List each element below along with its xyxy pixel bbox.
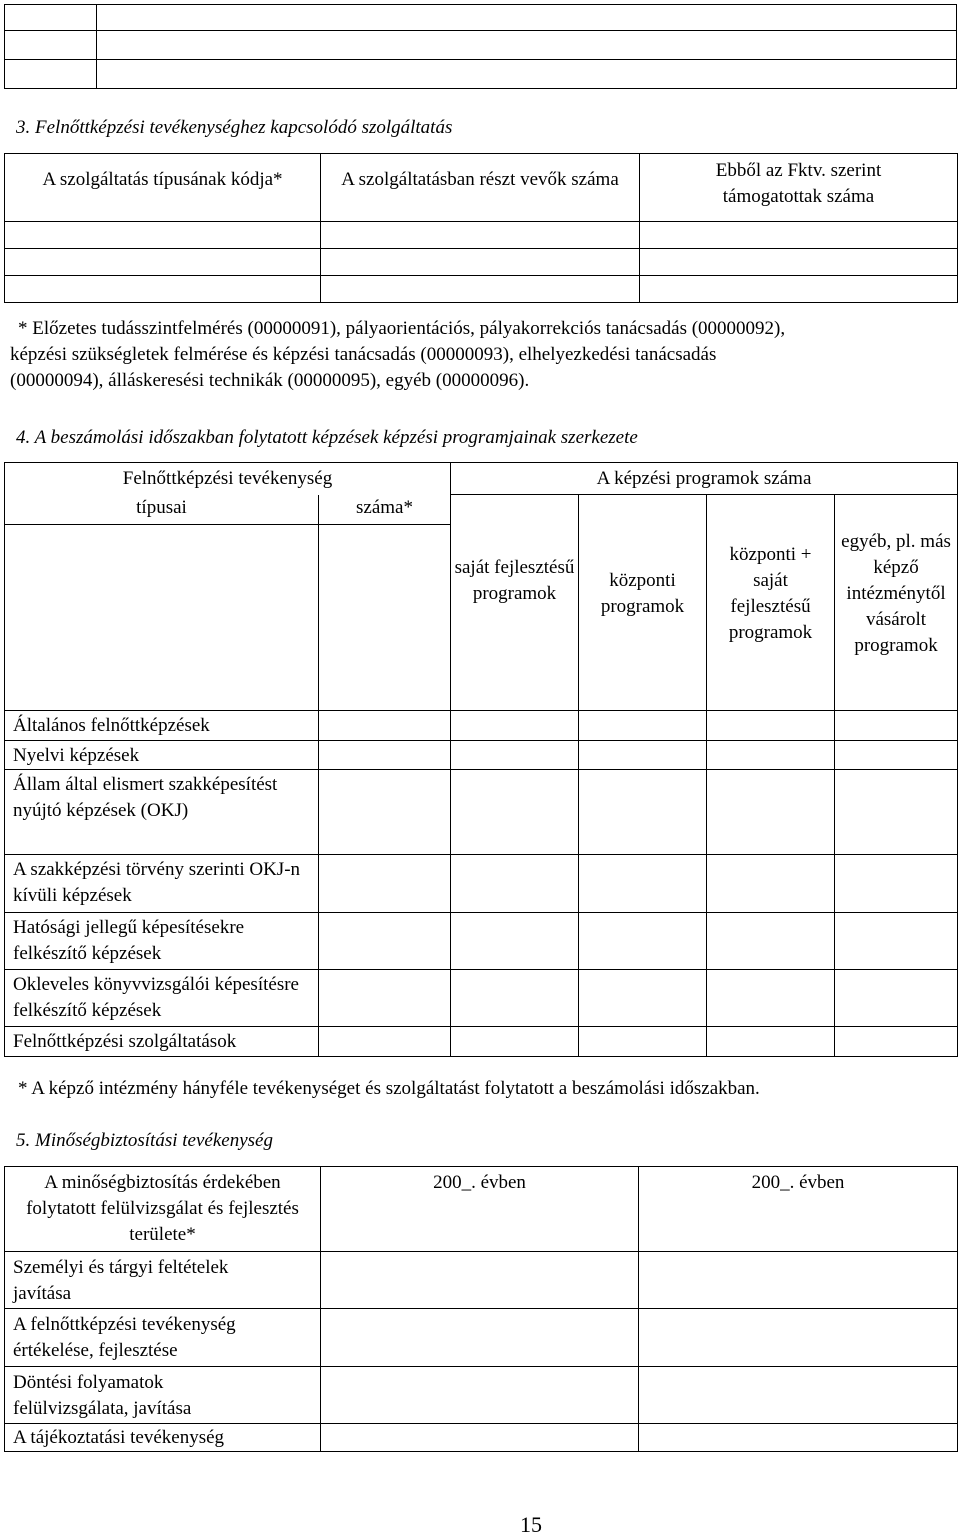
row-label: Felnőttképzési szolgáltatások	[5, 1027, 319, 1057]
table-cell	[707, 913, 835, 970]
header-count: száma*	[319, 495, 451, 525]
table-cell	[639, 1367, 958, 1424]
table-cell	[640, 249, 958, 276]
header-activity: Felnőttképzési tevékenység	[5, 463, 451, 495]
table-cell	[5, 5, 97, 31]
section-5-title: 5. Minőségbiztosítási tevékenység	[16, 1130, 273, 1151]
table-cell	[707, 770, 835, 855]
page-number: 15	[520, 1512, 542, 1537]
table-cell	[319, 855, 451, 913]
section-3-footnote	[10, 316, 955, 394]
table-cell	[835, 913, 958, 970]
table-cell	[707, 741, 835, 770]
table-cell	[579, 711, 707, 741]
header-area: A minőségbiztosítás érdekében folytatott felülvizsgálat és fejlesztés területe*	[5, 1167, 321, 1252]
table-cell	[319, 525, 451, 711]
table-cell	[835, 770, 958, 855]
col-other-programs: egyéb, pl. más képző intézménytől vásárolt programok	[835, 495, 958, 711]
table-cell	[579, 770, 707, 855]
row-label: Nyelvi képzések	[5, 741, 319, 770]
quality-table	[4, 1166, 958, 1452]
header-year-2: 200_. évben	[639, 1167, 958, 1252]
col-central-own-programs: központi + saját fejlesztésű programok	[707, 495, 835, 711]
table-cell	[835, 855, 958, 913]
table-cell	[319, 770, 451, 855]
table-cell	[319, 711, 451, 741]
col-central-programs: központi programok	[579, 495, 707, 711]
row-label: A felnőttképzési tevékenység értékelése, fejlesztése	[5, 1309, 321, 1367]
table-cell	[579, 1027, 707, 1057]
col-own-programs: saját fejlesztésű programok	[451, 495, 579, 711]
table-cell	[321, 1424, 639, 1452]
table-cell	[639, 1424, 958, 1452]
table-cell	[835, 1027, 958, 1057]
header-supported: Ebből az Fktv. szerint támogatottak száma	[640, 154, 958, 222]
header-service-code: A szolgáltatás típusának kódja*	[5, 154, 321, 222]
table-cell	[5, 222, 321, 249]
table-cell	[319, 1027, 451, 1057]
table-cell	[835, 711, 958, 741]
table-cell	[835, 741, 958, 770]
table-cell	[707, 970, 835, 1027]
section-3-title: 3. Felnőttképzési tevékenységhez kapcsolódó szolgáltatás	[16, 117, 453, 138]
row-label: A tájékoztatási tevékenység	[5, 1424, 321, 1452]
header-programs: A képzési programok száma	[451, 463, 958, 495]
table-cell	[707, 855, 835, 913]
table-cell	[451, 1027, 579, 1057]
table-cell	[640, 276, 958, 303]
section-4-title: 4. A beszámolási időszakban folytatott képzések képzési programjainak szerkezete	[16, 427, 638, 448]
table-cell	[451, 855, 579, 913]
table-cell	[451, 741, 579, 770]
row-label: Személyi és tárgyi feltételek javítása	[5, 1252, 321, 1309]
table-cell	[451, 770, 579, 855]
table-cell	[639, 1309, 958, 1367]
table-cell	[451, 711, 579, 741]
row-label: Okleveles könyvvizsgálói képesítésre felkészítő képzések	[5, 970, 319, 1027]
table-cell	[319, 913, 451, 970]
table-cell	[579, 913, 707, 970]
row-label: Általános felnőttképzések	[5, 711, 319, 741]
top-empty-table	[4, 4, 957, 89]
table-cell	[707, 711, 835, 741]
row-label: Hatósági jellegű képesítésekre felkészítő képzések	[5, 913, 319, 970]
header-year-1: 200_. évben	[321, 1167, 639, 1252]
table-cell	[640, 222, 958, 249]
services-table	[4, 153, 958, 303]
section-4-footnote: * A képző intézmény hányféle tevékenységet és szolgáltatást folytatott a beszámolási időszakban.	[18, 1078, 760, 1099]
row-label: Állam által elismert szakképesítést nyújtó képzések (OKJ)	[5, 770, 319, 855]
table-cell	[579, 970, 707, 1027]
table-cell	[321, 222, 640, 249]
table-cell	[579, 855, 707, 913]
table-cell	[97, 5, 957, 31]
table-cell	[579, 741, 707, 770]
table-cell	[639, 1252, 958, 1309]
table-cell	[321, 276, 640, 303]
footnote-line: képzési szükségletek felmérése és képzési tanácsadás (00000093), elhelyezkedési tanácsadás	[10, 344, 717, 365]
table-cell	[5, 60, 97, 89]
table-cell	[321, 1367, 639, 1424]
header-participants: A szolgáltatásban részt vevők száma	[321, 154, 640, 222]
table-cell	[5, 249, 321, 276]
table-cell	[321, 249, 640, 276]
table-cell	[97, 31, 957, 60]
footnote-line: (00000094), álláskeresési technikák (00000095), egyéb (00000096).	[10, 370, 530, 391]
header-types: típusai	[5, 495, 319, 525]
table-cell	[451, 970, 579, 1027]
table-cell	[319, 741, 451, 770]
table-cell	[5, 31, 97, 60]
table-cell	[321, 1309, 639, 1367]
row-label: Döntési folyamatok felülvizsgálata, javítása	[5, 1367, 321, 1424]
table-cell	[321, 1252, 639, 1309]
footnote-line: * Előzetes tudásszintfelmérés (00000091), pályaorientációs, pályakorrekciós tanácsadás (00000092),	[18, 318, 786, 339]
table-cell	[5, 276, 321, 303]
table-cell	[97, 60, 957, 89]
row-label: A szakképzési törvény szerinti OKJ-n kívüli képzések	[5, 855, 319, 913]
table-cell	[451, 913, 579, 970]
table-cell	[707, 1027, 835, 1057]
table-cell	[5, 525, 319, 711]
programs-table	[4, 462, 958, 1057]
table-cell	[835, 970, 958, 1027]
table-cell	[319, 970, 451, 1027]
